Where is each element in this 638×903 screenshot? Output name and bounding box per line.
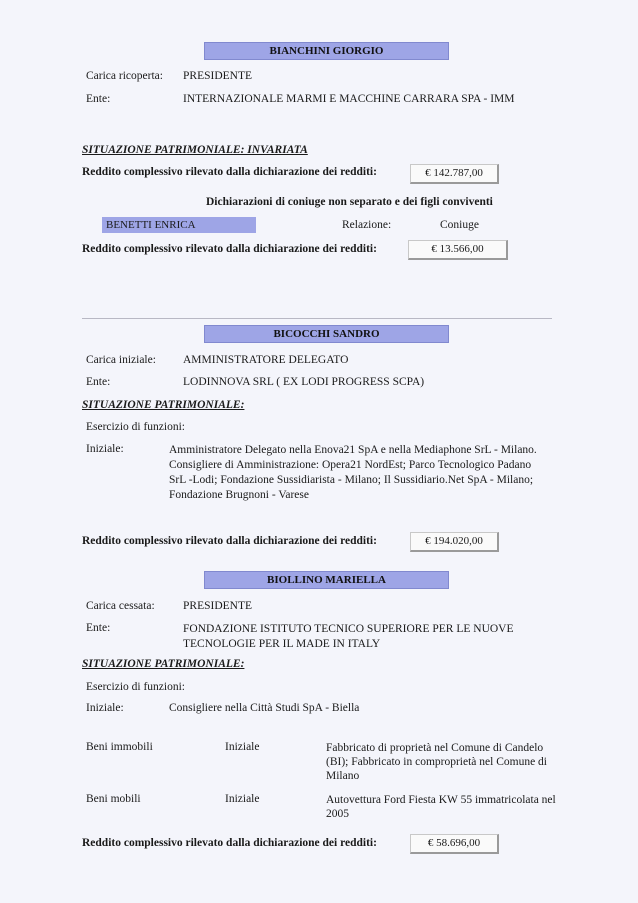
situazione-heading: SITUAZIONE PATRIMONIALE:	[82, 658, 245, 670]
beni-line: (BI); Fabbricato in comproprietà nel Comune di	[326, 756, 547, 768]
spouse-reddito-label: Reddito complessivo rilevato dalla dichiarazione dei redditi:	[82, 243, 377, 255]
beni-descrizione	[326, 793, 556, 821]
person-header-biollino: BIOLLINO MARIELLA	[204, 571, 449, 589]
iniziale-line: Amministratore Delegato nella Enova21 SpA e nella Mediaphone SrL - Milano.	[169, 444, 537, 456]
reddito-label: Reddito complessivo rilevato dalla dichiarazione dei redditi:	[82, 535, 377, 547]
beni-tipo: Beni mobili	[86, 793, 141, 805]
carica-value: AMMINISTRATORE DELEGATO	[183, 354, 349, 366]
beni-line: Milano	[326, 770, 360, 782]
relazione-label: Relazione:	[342, 219, 392, 231]
ente-label: Ente:	[86, 376, 111, 388]
dichiarazioni-heading: Dichiarazioni di coniuge non separato e dei figli conviventi	[206, 196, 493, 208]
section-divider	[82, 318, 552, 319]
reddito-label: Reddito complessivo rilevato dalla dichiarazione dei redditi:	[82, 837, 377, 849]
iniziale-label: Iniziale:	[86, 702, 124, 714]
reddito-amount: € 58.696,00	[410, 834, 499, 854]
spouse-reddito-amount: € 13.566,00	[408, 240, 508, 260]
ente-value	[183, 622, 514, 652]
person-header-bianchini: BIANCHINI GIORGIO	[204, 42, 449, 60]
situazione-heading: SITUAZIONE PATRIMONIALE: INVARIATA	[82, 144, 308, 156]
iniziale-label: Iniziale:	[86, 443, 124, 455]
ente-label: Ente:	[86, 622, 111, 634]
relazione-value: Coniuge	[440, 219, 479, 231]
beni-descrizione	[326, 741, 547, 783]
carica-label: Carica ricoperta:	[86, 70, 163, 82]
beni-stato: Iniziale	[225, 741, 260, 753]
ente-value: INTERNAZIONALE MARMI E MACCHINE CARRARA SPA - IMM	[183, 93, 515, 105]
iniziale-line: Consigliere di Amministrazione: Opera21 NordEst; Parco Tecnologico Padano	[169, 459, 532, 471]
carica-value: PRESIDENTE	[183, 70, 252, 82]
beni-line: 2005	[326, 808, 349, 820]
ente-value: LODINNOVA SRL ( EX LODI PROGRESS SCPA)	[183, 376, 425, 388]
carica-value: PRESIDENTE	[183, 600, 252, 612]
iniziale-text: Consigliere nella Città Studi SpA - Biella	[169, 702, 360, 714]
spouse-name: BENETTI ENRICA	[102, 217, 256, 233]
iniziale-line: SrL -Lodi; Fondazione Sussidiarista - Milano; Il Sussidiario.Net SpA - Milano;	[169, 474, 534, 486]
carica-label: Carica cessata:	[86, 600, 155, 612]
ente-label: Ente:	[86, 93, 111, 105]
beni-tipo: Beni immobili	[86, 741, 153, 753]
iniziale-line: Fondazione Brugnoni - Varese	[169, 489, 309, 501]
beni-line: Autovettura Ford Fiesta KW 55 immatricolata nel	[326, 794, 556, 806]
beni-stato: Iniziale	[225, 793, 260, 805]
esercizio-label: Esercizio di funzioni:	[86, 681, 185, 693]
iniziale-text	[169, 443, 537, 503]
beni-line: Fabbricato di proprietà nel Comune di Candelo	[326, 742, 544, 754]
situazione-heading: SITUAZIONE PATRIMONIALE:	[82, 399, 245, 411]
esercizio-label: Esercizio di funzioni:	[86, 421, 185, 433]
ente-line: TECNOLOGIE PER IL MADE IN ITALY	[183, 638, 381, 650]
reddito-label: Reddito complessivo rilevato dalla dichiarazione dei redditi:	[82, 166, 377, 178]
reddito-amount: € 194.020,00	[410, 532, 499, 552]
carica-label: Carica iniziale:	[86, 354, 156, 366]
reddito-amount: € 142.787,00	[410, 164, 499, 184]
person-header-bicocchi: BICOCCHI SANDRO	[204, 325, 449, 343]
ente-line: FONDAZIONE ISTITUTO TECNICO SUPERIORE PER LE NUOVE	[183, 623, 514, 635]
